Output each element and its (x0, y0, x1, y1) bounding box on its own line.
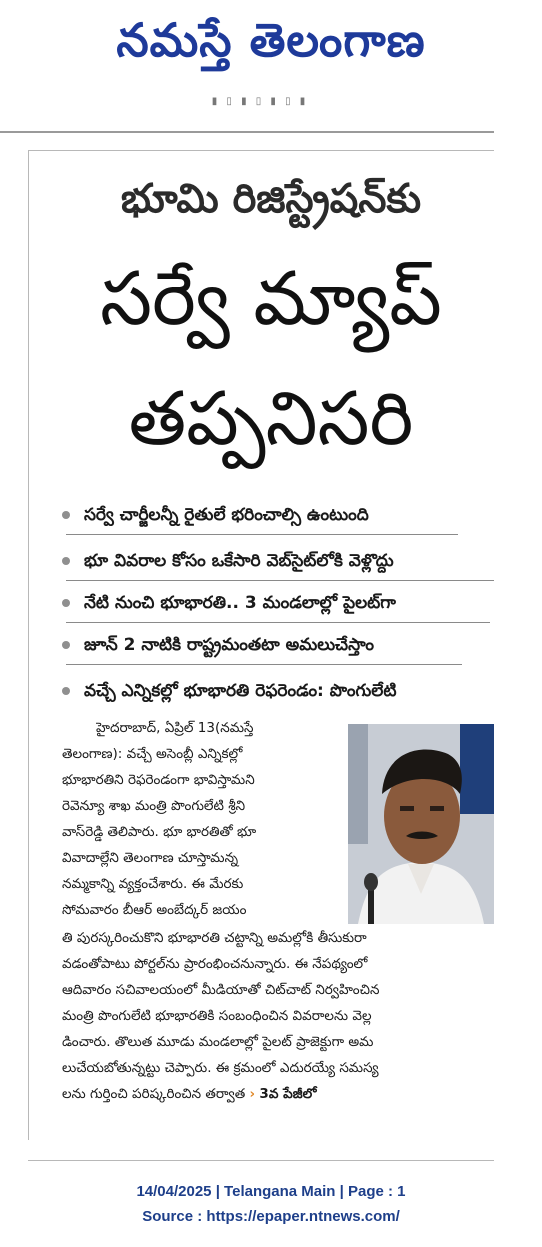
masthead-strip: ▮ ▯ ▮ ▯ ▮ ▯ ▮ (211, 96, 309, 107)
bullet-dot-icon (62, 687, 70, 695)
bullet-text: నేటి నుంచి భూభారతి.. 3 మండలాల్లో పైలట్‌గా (84, 593, 396, 613)
footer-source-line[interactable]: Source : https://epaper.ntnews.com/ (142, 1208, 400, 1225)
bullet-divider (66, 580, 494, 581)
bullet-dot-icon (62, 557, 70, 565)
continuation-text: 3వ పేజీలో (259, 1086, 317, 1102)
body-line-text: లను గుర్తించి పరిష్కరించిన తర్వాత (62, 1086, 246, 1102)
bullet-dot-icon (62, 511, 70, 519)
bullet-text: భూ వివరాల కోసం ఒకేసారి వెబ్‌సైట్‌లోకి వెళ్లొద్దు (84, 551, 394, 571)
continuation-arrow-icon: › (249, 1086, 256, 1102)
body-line: హైదరాబాద్, ఏప్రిల్ 13(నమస్తే (96, 720, 254, 736)
body-line: రెవెన్యూ శాఖ మంత్రి పొంగులేటి శ్రీని (62, 798, 246, 814)
kicker-heading: భూమి రిజిస్ట్రేషన్‌కు (120, 176, 422, 222)
bullet-dot-icon (62, 641, 70, 649)
body-line: వాస్‌రెడ్డి తెలిపారు. భూ భారతితో భూ (62, 824, 257, 840)
body-line: తెలంగాణ): వచ్చే అసెంబ్లీ ఎన్నికల్లో (62, 746, 243, 762)
bullet-item (62, 674, 397, 708)
bullet-divider (66, 664, 462, 665)
body-line: లుచేయబోతున్నట్టు చెప్పారు. ఈ క్రమంలో ఎదురయ్యే సమస్య (62, 1060, 379, 1076)
portrait-image (348, 724, 494, 924)
body-line: వడంతోపాటు పోర్టల్‌ను ప్రారంభించనున్నారు. ఈ నేపథ్యంలో (62, 956, 368, 972)
bullet-item (62, 628, 374, 662)
bullet-item (62, 586, 396, 620)
bullet-divider (66, 534, 458, 535)
bullet-text: జూన్ 2 నాటికి రాష్ట్రమంతటా అమలుచేస్తాం (84, 635, 375, 655)
body-line: వివాదాల్లేని తెలంగాణ చూస్తామన్న (62, 850, 239, 866)
body-line: మంత్రి పొంగులేటి భూభారతికి సంబంధించిన వివరాలను వెల్ల (62, 1008, 372, 1024)
body-line: నమ్మకాన్ని వ్యక్తంచేశారు. ఈ మేరకు (62, 876, 244, 892)
body-line-last (62, 1081, 496, 1107)
headline-line-2: తప్పనిసరి (128, 376, 414, 462)
footer-date-line: 14/04/2025 | Telangana Main | Page : 1 (136, 1183, 406, 1200)
body-line: డించారు. తొలుత మూడు మండలాల్లో పైలట్ ప్రాజెక్టుగా అమ (62, 1034, 374, 1050)
body-line: భూభారతిని రెఫరెండంగా భావిస్తామని (62, 772, 255, 788)
bottom-border (28, 1160, 494, 1161)
bullet-text: సర్వే చార్జీలన్నీ రైతులే భరించాల్సి ఉంటుంది (84, 505, 369, 525)
bullet-divider (66, 622, 490, 623)
body-line: ఆదివారం సచివాలయంలో మీడియాతో చిట్‌చాట్ నిర్వహించిన (62, 982, 380, 998)
headline-line-1: సర్వే మ్యాప్ (100, 256, 442, 342)
left-border (28, 150, 29, 1140)
bullet-dot-icon (62, 599, 70, 607)
masthead-divider (0, 131, 494, 133)
bullet-text: వచ్చే ఎన్నికల్లో భూభారతి రెఫరెండం: పొంగులేటి (84, 681, 397, 701)
bullet-item (62, 498, 369, 532)
minister-photo (348, 724, 494, 924)
bullet-item (62, 544, 394, 578)
masthead-logo: నమస్తే తెలంగాణ (116, 13, 426, 67)
body-line: సోమవారం బీఆర్ అంబేద్కర్ జయం (62, 902, 247, 918)
body-line: తి పురస్కరించుకొని భూభారతి చట్టాన్ని అమల్లోకి తీసుకురా (62, 930, 367, 946)
top-border (28, 150, 494, 151)
